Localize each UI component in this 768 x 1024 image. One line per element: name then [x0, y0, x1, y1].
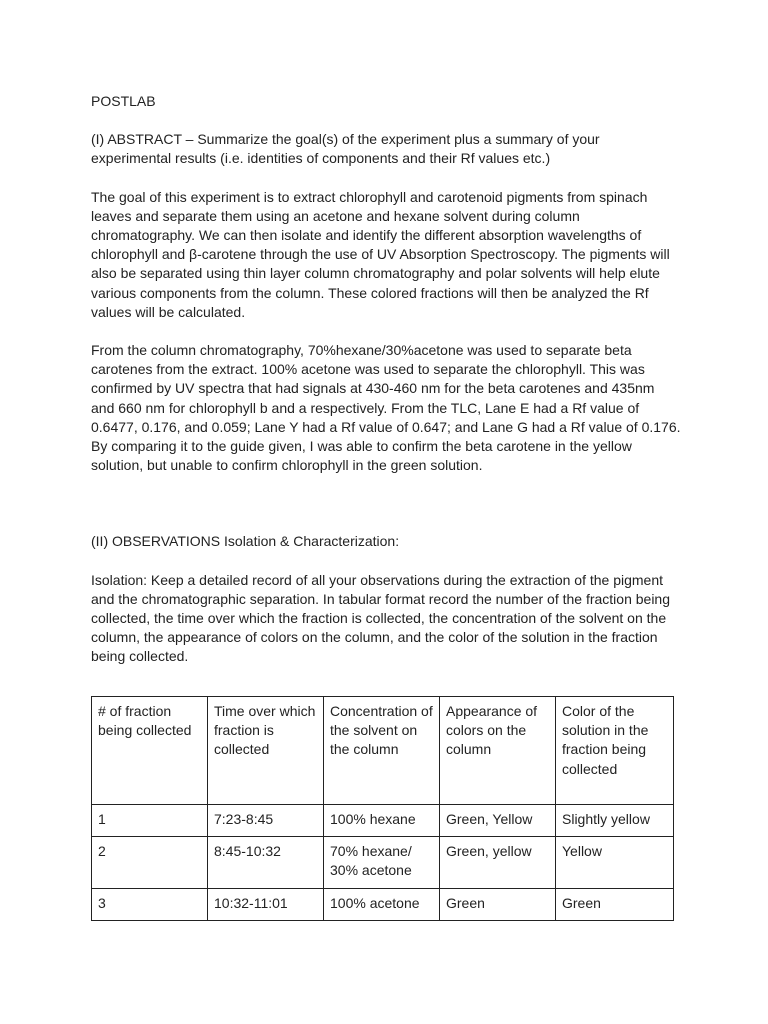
- table-cell: 8:45-10:32: [208, 836, 324, 888]
- table-cell: 1: [92, 804, 208, 836]
- table-header-cell: Appearance of colors on the column: [440, 696, 556, 804]
- table-cell: Green, Yellow: [440, 804, 556, 836]
- table-header-row: [92, 696, 674, 804]
- table-cell: 10:32-11:01: [208, 888, 324, 920]
- table-cell: Yellow: [556, 836, 674, 888]
- table-cell: 2: [92, 836, 208, 888]
- abstract-paragraph-results: From the column chromatography, 70%hexane/30%acetone was used to separate beta carotenes from the extract. 100% acetone was used to separate the chlorophyll. This was confirmed by UV spectra that had signals at 430-460 nm for the beta carotenes and 435nm and 660 nm for chlorophyll b and a respectively. From the TLC, Lane E had a Rf value of 0.6477, 0.176, and 0.059; Lane Y had a Rf value of 0.647; and Lane G had a Rf value of 0.176. By comparing it to the guide given, I was able to confirm the beta carotene in the yellow solution, but unable to confirm chlorophyll in the green solution.: [91, 342, 681, 474]
- document-page: [91, 92, 681, 921]
- table-row: [92, 888, 674, 920]
- table-cell: 3: [92, 888, 208, 920]
- table-cell: Green: [440, 888, 556, 920]
- abstract-heading: (I) ABSTRACT – Summarize the goal(s) of the experiment plus a summary of your experimental results (i.e. identities of components and their Rf values etc.): [91, 131, 600, 167]
- table-header-cell: Concentration of the solvent on the column: [324, 696, 440, 804]
- fractions-table: [91, 696, 674, 921]
- isolation-instructions: Isolation: Keep a detailed record of all your observations during the extraction of the pigment and the chromatographic separation. In tabular format record the number of the fraction being collected, the time over which the fraction is collected, the concentration of the solvent on the column, the appearance of colors on the column, and the color of the solution in the fraction being collected.: [91, 571, 671, 665]
- table-cell: Green, yellow: [440, 836, 556, 888]
- table-row: [92, 836, 674, 888]
- document-title: POSTLAB: [91, 93, 156, 109]
- observations-heading: (II) OBSERVATIONS Isolation & Characterization:: [91, 533, 400, 550]
- table-header-cell: Color of the solution in the fraction being collected: [556, 696, 674, 804]
- table-header-cell: Time over which fraction is collected: [208, 696, 324, 804]
- table-cell: 100% acetone: [324, 888, 440, 920]
- table-header-cell: # of fraction being collected: [92, 696, 208, 804]
- table-cell: 70% hexane/ 30% acetone: [324, 836, 440, 888]
- table-cell: 100% hexane: [324, 804, 440, 836]
- table-cell: Green: [556, 888, 674, 920]
- abstract-paragraph-goal: The goal of this experiment is to extract chlorophyll and carotenoid pigments from spinach leaves and separate them using an acetone and hexane solvent during column chromatography. We can then isolate and identify the different absorption wavelengths of chlorophyll and β-carotene through the use of UV Absorption Spectroscopy. The pigments will also be separated using thin layer column chromatography and polar solvents will help elute various components from the column. These colored fractions will then be analyzed the Rf values will be calculated.: [91, 188, 670, 320]
- table-cell: 7:23-8:45: [208, 804, 324, 836]
- table-row: [92, 804, 674, 836]
- table-cell: Slightly yellow: [556, 804, 674, 836]
